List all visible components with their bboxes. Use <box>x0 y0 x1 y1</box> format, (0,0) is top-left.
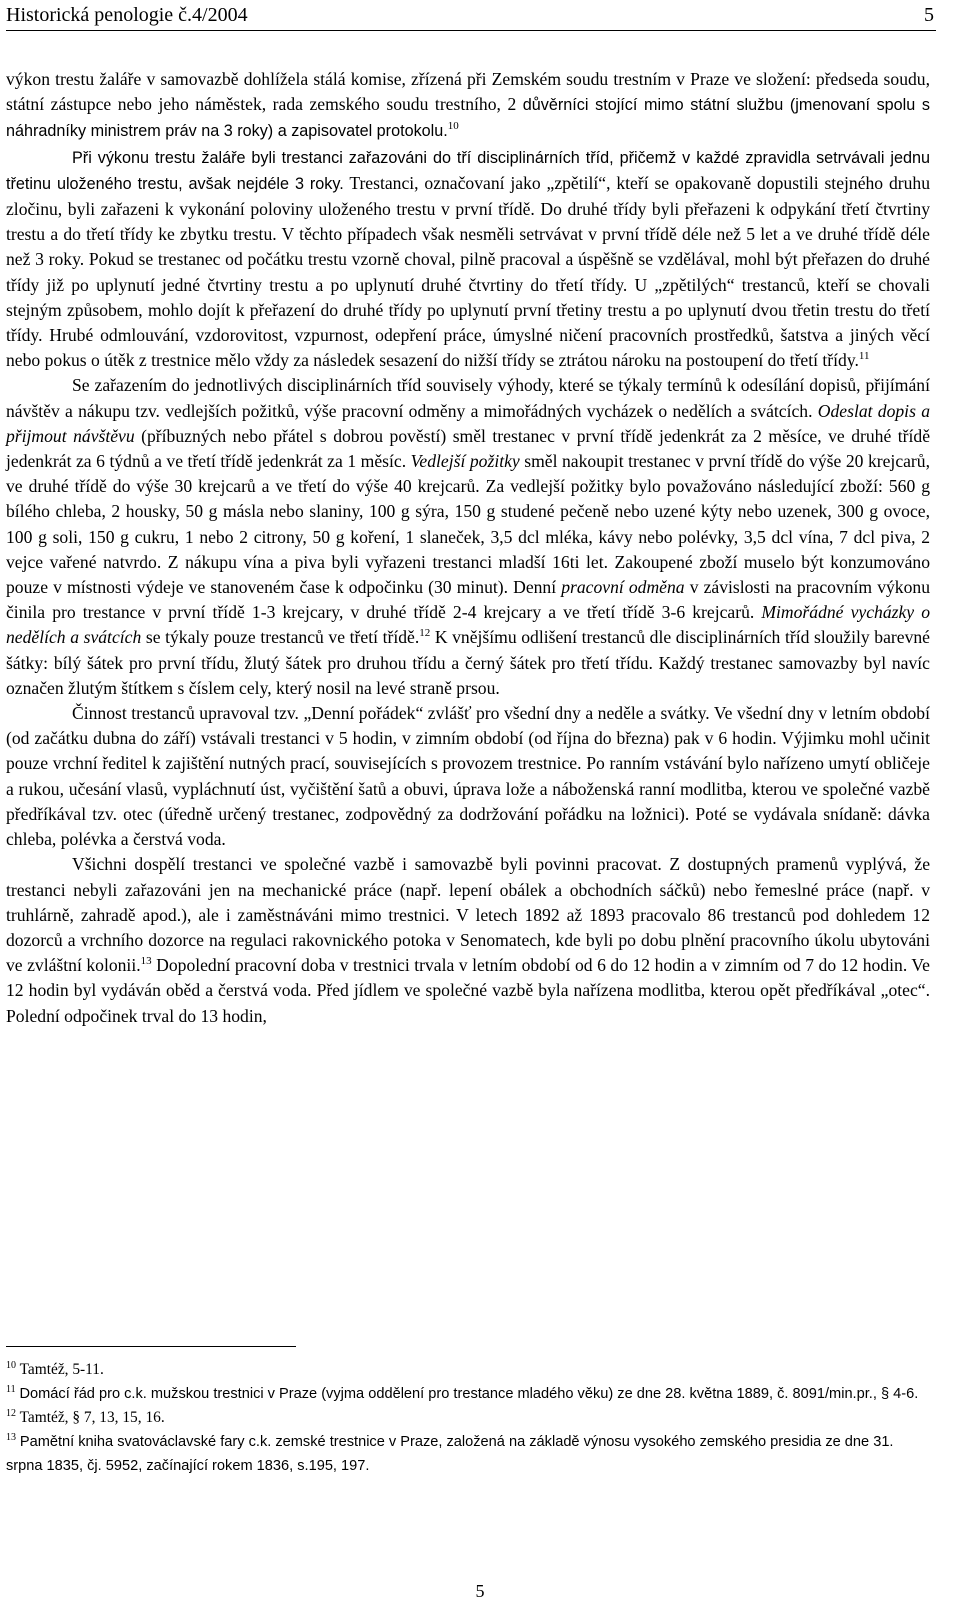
paragraph-3 <box>6 373 930 701</box>
footnote-12 <box>6 1406 930 1430</box>
paragraph-1 <box>6 67 930 145</box>
footnote-separator <box>6 1346 296 1347</box>
page-number: 5 <box>475 1581 485 1601</box>
footnote-text: Tamtéž, 5-11. <box>19 1361 104 1378</box>
footnote-text: Tamtéž, § 7, 13, 15, 16. <box>19 1409 165 1426</box>
paragraph-4-text: Činnost trestanců upravoval tzv. „Denní pořádek“ zvlášť pro všední dny a neděle a svátky. Ve všední dny v letním období (od začátku dubna do září) vstávali trestanci v 5 hodin, v zimním období (od října do března) pak v 6 hodin. Výjimku mohl učinit pouze vrchní ředitel k zajištění nutných prací, souvisejících s provozem trestnice. Po ranním vstávání bylo nařízeno umytí obličeje a rukou, učesání vlasů, vypláchnutí úst, vyčištění šatů a obuvi, úprava lože a náboženská ranní modlitba, kterou ve společné vazbě předříkával tzv. otec (úředně určený trestanec, zodpovědný za dodržování pořádku na ložnici). Poté se vydávala snídaně: dávka chleba, polévka a čerstvá voda. <box>6 703 930 850</box>
footnote-number: 11 <box>6 1383 16 1395</box>
footnote-text: Pamětní kniha svatováclavské fary c.k. zemské trestnice v Praze, založená na základě výnosu vysokého zemského presidia ze dne 31. srpna 1835, čj. 5952, začínající rokem 1836, s.195, 197. <box>6 1433 894 1474</box>
footnote-ref-13[interactable]: 13 <box>140 955 152 968</box>
running-header <box>6 2 936 31</box>
footnote-ref-11[interactable]: 11 <box>858 350 870 363</box>
paragraph-3-text-b: (příbuzných nebo přátel s dobrou pověstí) směl trestanec v první třídě jedenkrát za 2 měsíce, ve druhé třídě jedenkrát za 6 týdnů a ve třetí třídě jedenkrát za 1 měsíc. <box>6 425 931 472</box>
paragraph-2-text-b: Trestanci, označovaní jako „zpětilí“, kteří se opakovaně dopustili stejného druhu zločinu, byli zařazeni k vykonání poloviny uloženého trestu v první třídě. Do druhé třídy byli přeřazeni k odpykání třetí čtvrtiny trestu a do třetí třídy ke zbytku trestu. V těchto případech však nesměli setrvávat v první třídě déle než 5 let a ve druhé třídě déle než 3 roky. Pokud se trestanec od počátku trestu vzorně choval, pilně pracoval a úspěšně se vzdělával, mohl být přeřazen do druhé třídy již po uplynutí jedné čtvrtiny trestu a po uplynutí druhé čtvrtiny do třetí třídy. U „zpětilých“ trestanců, kteří se chovali stejným způsobem, mohlo dojít k přeřazení do druhé třídy po uplynutí první třetiny trestu a po uplynutí dvou třetin trestu do třetí třídy. Hrubé odmlouvání, vzdorovitost, vzpurnost, odepření práce, úmyslné ničení pracovních prostředků, šatstva a jiných věcí nebo pokus o útěk z trestnice mělo vždy za následek sesazení do nižší třídy se ztrátou nároku na postoupení do třetí třídy. <box>6 172 930 371</box>
footnotes <box>6 1358 930 1479</box>
footnote-ref-12[interactable]: 12 <box>419 627 431 640</box>
paragraph-3-text-c: směl nakoupit trestanec v první třídě do výše 20 krejcarů, ve druhé třídě do výše 30 krejcarů a ve třetí do výše 40 krejcarů. Za vedlejší požitky bylo považováno následující zboží: 560 g bílého chleba, 2 housky, 50 g másla nebo slaniny, 100 g sýra, 150 g studené pečeně nebo uzené kýty nebo uzenek, 300 g ovoce, 100 g soli, 150 g cukru, 1 nebo 2 citrony, 50 g koření, 1 slaneček, 3,5 dcl mléka, kávy nebo polévky, 3,5 dcl vína, 7 dcl piva, 2 vejce vařené natvrdo. Z nákupu vína a piva byli vyřazeni trestanci mladší 16ti let. Zakoupené zboží muselo být konzumováno pouze v místnosti výdeje ve stanoveném čase k odpočinku (30 minut). Denní <box>6 451 930 598</box>
footnote-ref-10[interactable]: 10 <box>447 120 459 133</box>
paragraph-2-text-a: Při výkonu trestu žaláře byli trestanci zařazováni do tří disciplinárních tříd, přičemž v každé zpravidla setrvávali jednu třetinu uloženého trestu, avšak nejdéle 3 roky. <box>6 148 930 193</box>
paragraph-5 <box>6 852 930 1028</box>
journal-title: Historická penologie č.4/2004 <box>6 4 248 26</box>
footnote-number: 10 <box>6 1359 16 1371</box>
paragraph-3-text-a: Se zařazením do jednotlivých disciplinárních tříd souvisely výhody, které se týkaly termínů k odesílání dopisů, přijímání návštěv a nákupu tzv. vedlejších požitků, výše pracovní odměny a mimořádných vycházek o nedělích a svátcích. <box>6 375 930 421</box>
paragraph-4 <box>6 701 930 852</box>
paragraph-3-emphasis-pay: pracovní odměna <box>561 577 685 598</box>
paragraph-3-emphasis-letters: Odeslat dopis a přijmout návštěvu <box>6 400 930 446</box>
paragraph-1-text-b: důvěrníci stojící mimo státní službu (jmenovaní spolu s náhradníky ministrem práv na 3 roky) a zapisovatel protokolu. <box>6 96 931 141</box>
paragraph-3-text-e: se týkaly pouze trestanců ve třetí třídě. <box>141 627 420 648</box>
footnote-number: 12 <box>6 1407 16 1419</box>
paragraph-5-text-b: Dopolední pracovní doba v trestnici trvala v letním období od 6 do 12 hodin a v zimním od 7 do 12 hodin. Ve 12 hodin byl vydáván oběd a čerstvá voda. Před jídlem ve společné vazbě byla nařízena modlitba, kterou opět předříkával „otec“. Polední odpočinek trval do 13 hodin, <box>6 955 930 1026</box>
paragraph-5-text-a: Všichni dospělí trestanci ve společné vazbě i samovazbě byli povinni pracovat. Z dostupných pramenů vyplývá, že trestanci nebyli zařazováni jen na mechanické práce (např. lepení obálek a obchodních sáčků) nebo řemeslné práce (např. v truhlárně, zahradě apod.), ale i zaměstnáváni mimo trestnici. V letech 1892 až 1893 pracovalo 86 trestanců pod dohledem 12 dozorců a vrchního dozorce na regulaci rakovnického potoka v Senomatech, kde byli po dobu plnění pracovního úkolu ubytováni ve zvláštní kolonii. <box>6 854 930 976</box>
footnote-11 <box>6 1382 930 1407</box>
footnote-text: Domácí řád pro c.k. mužskou trestnici v Praze (vyjma oddělení pro trestance mladého věku) ze dne 28. května 1889, č. 8091/min.pr., § 4-6. <box>19 1385 919 1402</box>
paragraph-3-emphasis-outings: Mimořádné vycházky o nedělích a svátcích <box>6 602 930 648</box>
footnote-number: 13 <box>6 1431 16 1443</box>
header-page-number: 5 <box>924 4 934 26</box>
paragraph-2 <box>6 145 930 374</box>
article-body <box>6 67 930 1029</box>
footnote-13 <box>6 1430 930 1479</box>
paragraph-3-text-d: v závislosti na pracovním výkonu činila pro trestance v první třídě 1-3 krejcary, v druhé třídě 2-4 krejcary a ve třetí třídě 3-6 krejcarů. <box>6 577 930 623</box>
footnote-10 <box>6 1358 930 1382</box>
paragraph-3-emphasis-goods: Vedlejší požitky <box>410 451 520 472</box>
paragraph-3-text-f: K vnějšímu odlišení trestanců dle disciplinárních tříd sloužily barevné šátky: bílý šátek pro první třídu, žlutý šátek pro druhou třídu a černý šátek pro třetí třídu. Každý trestanec samovazby byl navíc označen žlutým štítkem s číslem cely, který nosil na levé straně prsou. <box>6 627 930 698</box>
paragraph-1-text-a: výkon trestu žaláře v samovazbě dohlížela stálá komise, zřízená při Zemském soudu trestním v Praze ve složení: předseda soudu, státní zástupce nebo jeho náměstek, rada zemského soudu trestního, 2 <box>6 69 930 115</box>
